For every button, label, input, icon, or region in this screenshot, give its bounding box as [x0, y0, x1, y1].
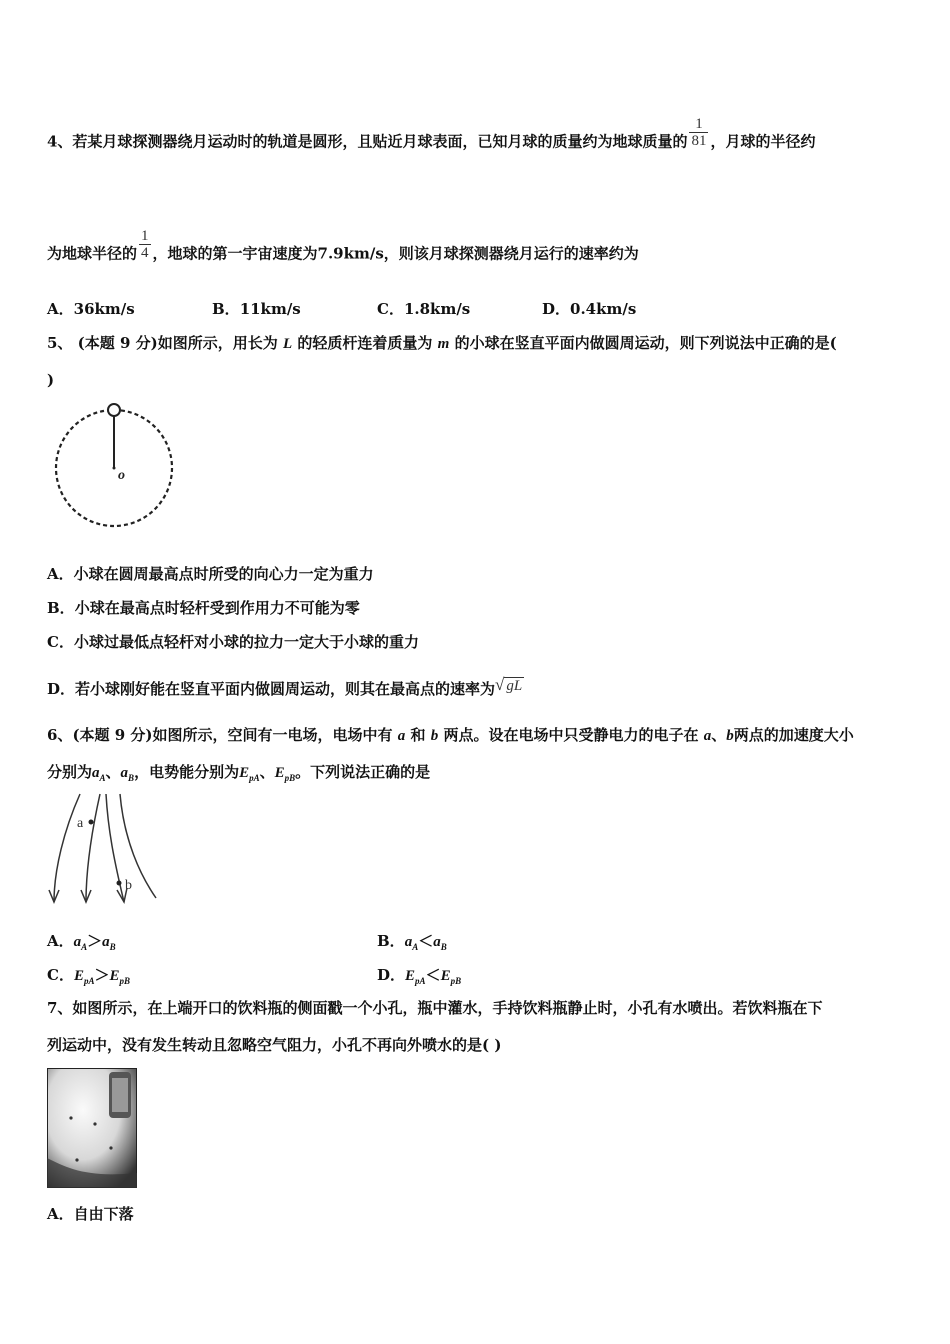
q4-stem-tail: ，月球的半径约 — [710, 132, 816, 151]
q7-option-a-label: A． — [47, 1205, 74, 1223]
q6-option-c-left-sub: pA — [83, 976, 95, 986]
q5-option-d-text: 若小球刚好能在竖直平面内做圆周运动，则其在最高点的速率为 — [75, 680, 496, 698]
q7-option-a[interactable] — [47, 1203, 134, 1224]
q6-option-a-right — [102, 934, 116, 950]
q6-option-c[interactable] — [47, 964, 130, 986]
q4-fraction-2-denominator: 4 — [141, 245, 149, 261]
q6-point-b-label: b — [125, 878, 132, 893]
q6-EpA — [239, 765, 260, 781]
q6-option-a-operator: ＞ — [87, 932, 103, 950]
q4-stem-text: 4、若某月球探测器绕月运动时的轨道是圆形，且贴近月球表面，已知月球的质量约为地球质量的 — [47, 132, 688, 151]
q5-score: (本题 9 分) — [77, 334, 158, 352]
q6-comma: 、 — [105, 763, 121, 781]
q6-option-d-operator: ＜ — [425, 966, 441, 984]
q4-fraction-moon-mass — [689, 116, 708, 149]
q6-electric-field-figure — [44, 790, 164, 910]
q5-option-a-label: A． — [47, 565, 74, 583]
q6-option-c-left — [74, 968, 95, 984]
q6-stem-b: 两点。设在电场中只受静电力的电子在 — [443, 726, 699, 744]
q6-EpB-symbol: E — [274, 765, 285, 781]
q6-field-line-1 — [54, 794, 80, 902]
q4-fraction-1-numerator: 1 — [689, 116, 708, 133]
q6-option-a[interactable] — [47, 930, 116, 952]
q5-option-a[interactable] — [47, 563, 374, 584]
q6-line2-b: ，电势能分别为 — [134, 763, 240, 781]
q4-option-d-label: D． — [542, 300, 571, 318]
q6-point-a — [89, 820, 94, 825]
q7-option-a-text: 自由下落 — [73, 1205, 134, 1223]
q6-option-c-right-sub: pB — [119, 976, 131, 986]
q6-option-a-left — [74, 934, 88, 950]
q6-option-b-left-symbol: a — [404, 934, 413, 950]
q4-option-b-label: B． — [212, 300, 240, 318]
q6-option-b-left — [405, 934, 419, 950]
q6-EpA-symbol: E — [239, 765, 250, 781]
q6-var-b: b — [430, 728, 439, 744]
q6-score: (本题 9 分) — [72, 726, 153, 744]
q6-option-b-left-sub: A — [412, 942, 419, 952]
q6-number: 6、 — [47, 726, 73, 744]
q6-EpA-sub: pA — [249, 773, 260, 783]
q5-sqrt-radicand: gL — [506, 678, 523, 694]
q6-option-a-right-sub: B — [109, 942, 116, 952]
q6-option-b[interactable] — [377, 930, 447, 952]
q5-option-b-text: 小球在最高点时轻杆受到作用力不可能为零 — [74, 599, 360, 617]
q5-option-d[interactable] — [47, 675, 524, 699]
q6-option-b-right-sub: B — [440, 942, 447, 952]
q6-option-c-right — [110, 968, 131, 984]
q7-stem-line1: 7、如图所示，在上端开口的饮料瓶的侧面戳一个小孔，瓶中灌水，手持饮料瓶静止时，小孔有水喷出。若饮料瓶在下 — [47, 999, 823, 1017]
q6-option-c-operator: ＞ — [94, 966, 110, 984]
q5-var-L: L — [283, 336, 293, 352]
q7-water-drop-3 — [109, 1146, 112, 1149]
q4-option-b[interactable] — [212, 298, 301, 319]
q4-stem-line2-head: 为地球半径的 — [47, 244, 138, 263]
q6-line-1 — [47, 725, 854, 746]
q5-option-c-text: 小球过最低点轻杆对小球的拉力一定大于小球的重力 — [73, 633, 419, 651]
q4-option-b-text: 11km/s — [239, 300, 301, 318]
q4-fraction-2-numerator: 1 — [141, 228, 149, 244]
q6-option-c-label: C． — [47, 966, 74, 984]
q4-option-c[interactable] — [377, 298, 470, 319]
q5-ball — [108, 404, 120, 416]
q7-line-2 — [47, 1035, 501, 1055]
q6-and: 和 — [410, 726, 426, 744]
q6-option-b-right-symbol: a — [433, 934, 441, 950]
q6-option-d-right — [441, 968, 462, 984]
q4-option-a-text: 36km/s — [73, 300, 135, 318]
q5-line-1 — [47, 333, 837, 354]
q6-aB-symbol: a — [120, 765, 129, 781]
q5-center-point — [113, 467, 116, 470]
q6-point-a-label: a — [77, 816, 84, 831]
q7-water-drop-2 — [93, 1122, 96, 1125]
q7-bottle-label — [112, 1078, 128, 1112]
q5-option-b-label: B． — [47, 599, 75, 617]
q4-option-c-text: 1.8km/s — [403, 300, 471, 318]
q6-option-d-right-symbol: E — [440, 968, 451, 984]
q4-option-c-label: C． — [377, 300, 404, 318]
q4-stem-line2-tail: ，地球的第一宇宙速度为7.9km/s，则该月球探测器绕月运行的速率约为 — [152, 244, 639, 263]
q5-stem-close: ) — [47, 371, 55, 389]
q6-aA-symbol: a — [92, 765, 100, 781]
q5-number: 5、 — [47, 334, 73, 352]
q6-aB — [121, 765, 135, 781]
q6-aA — [92, 765, 106, 781]
q6-option-c-left-symbol: E — [73, 968, 84, 984]
q5-option-a-text: 小球在圆周最高点时所受的向心力一定为重力 — [73, 565, 374, 583]
q7-bottle-photo — [47, 1068, 137, 1188]
q6-aA-sub: A — [99, 773, 106, 783]
q5-circular-motion-figure — [48, 400, 180, 530]
q6-option-d-label: D． — [377, 966, 406, 984]
q6-stem-c: 两点的加速度大小 — [733, 726, 854, 744]
q6-option-a-left-sub: A — [81, 942, 88, 952]
q6-option-d-right-sub: pB — [450, 976, 462, 986]
q4-option-d-text: 0.4km/s — [570, 300, 637, 318]
q6-line-2 — [47, 762, 430, 788]
q4-line-2 — [47, 228, 639, 271]
q5-option-c-label: C． — [47, 633, 74, 651]
q6-option-d-left-symbol: E — [405, 968, 416, 984]
q4-option-a-label: A． — [47, 300, 74, 318]
q6-option-b-label: B． — [377, 932, 405, 950]
q4-fraction-moon-radius — [139, 228, 151, 261]
q4-option-a[interactable] — [47, 298, 135, 319]
q7-line-1 — [47, 998, 822, 1018]
q6-var-a2: a — [703, 728, 712, 744]
q7-water-drop-1 — [69, 1116, 72, 1119]
q6-option-c-right-symbol: E — [109, 968, 120, 984]
q5-line-2 — [47, 370, 54, 390]
q6-stem-a: 如图所示，空间有一电场，电场中有 — [152, 726, 393, 744]
q6-option-a-label: A． — [47, 932, 74, 950]
q5-option-d-label: D． — [47, 680, 76, 698]
q6-sep: 、 — [711, 726, 727, 744]
q4-fraction-1-denominator: 81 — [691, 133, 707, 149]
q5-sqrt-expression: √ gL — [495, 675, 523, 694]
q6-EpB — [275, 765, 296, 781]
q6-comma-2: 、 — [259, 763, 275, 781]
q6-var-a: a — [397, 728, 406, 744]
q6-line2-a: 分别为 — [47, 763, 93, 781]
q6-field-line-2 — [86, 794, 100, 902]
q6-option-a-right-symbol: a — [102, 934, 110, 950]
q5-var-m: m — [437, 336, 450, 352]
q5-stem-b: 的轻质杆连着质量为 — [297, 334, 433, 352]
q4-option-d[interactable] — [542, 298, 636, 319]
q4-line-1 — [47, 116, 816, 159]
q5-center-label: o — [118, 468, 125, 483]
q5-option-b[interactable] — [47, 597, 360, 618]
q5-stem-a: 如图所示，用长为 — [157, 334, 278, 352]
q5-stem-c: 的小球在竖直平面内做圆周运动，则下列说法中正确的是( — [454, 334, 837, 352]
q6-var-b2: b — [726, 728, 734, 744]
q6-line2-c: 。下列说法正确的是 — [295, 763, 431, 781]
q6-option-b-operator: ＜ — [418, 932, 434, 950]
q5-option-c[interactable] — [47, 631, 419, 652]
q6-option-a-left-symbol: a — [73, 934, 82, 950]
q7-water-drop-4 — [75, 1158, 78, 1161]
q6-option-d-left-sub: pA — [415, 976, 426, 986]
q6-option-d[interactable] — [377, 964, 461, 986]
q7-stem-line2: 列运动中，没有发生转动且忽略空气阻力，小孔不再向外喷水的是( ) — [47, 1036, 502, 1054]
q6-option-d-left — [405, 968, 426, 984]
q6-point-b — [117, 881, 122, 886]
q6-option-b-right — [433, 934, 447, 950]
q6-EpB-sub: pB — [284, 773, 296, 783]
q6-aB-sub: B — [128, 773, 135, 783]
